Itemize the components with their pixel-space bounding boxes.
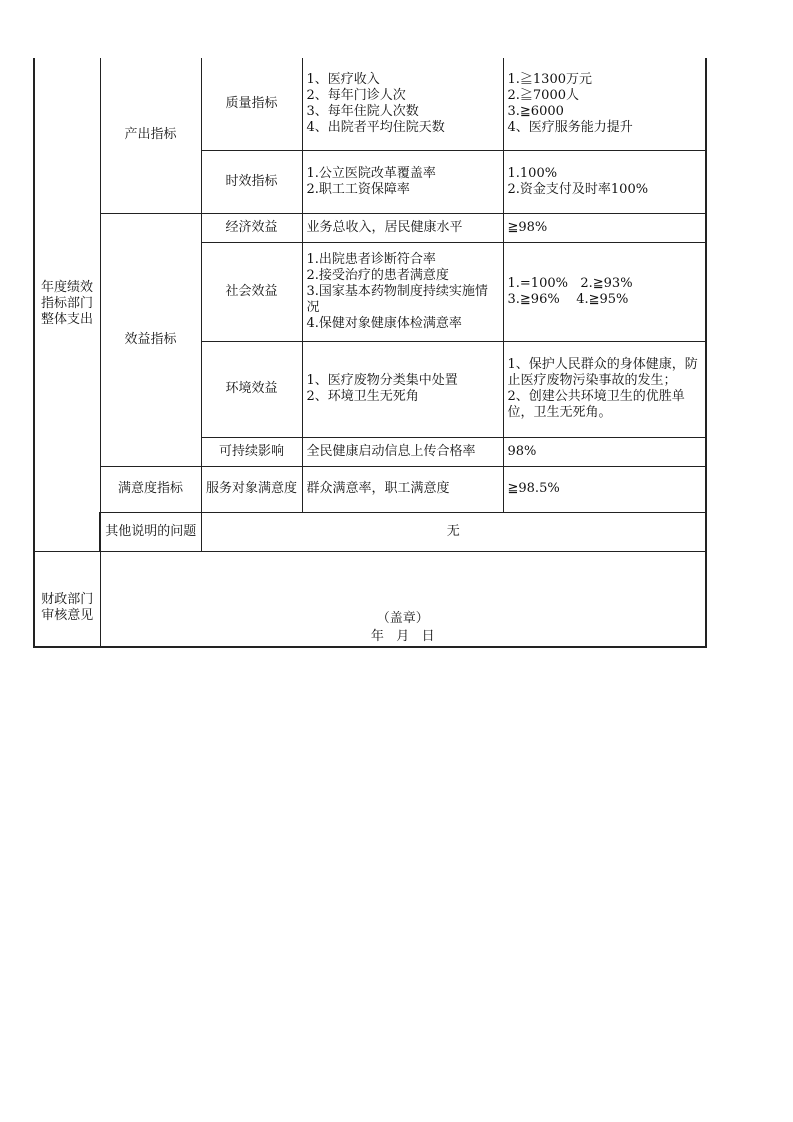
content-line: 4.保健对象健康体检满意率 [306,315,462,331]
content-line: 2.接受治疗的患者满意度 [306,267,449,283]
value-line: 3.≧6000 [507,103,564,119]
quality-row [34,58,706,150]
service-content [302,466,503,512]
value-line: 2.≧7000人 [507,87,579,103]
content-line: 1.公立医院改革覆盖率 [306,165,436,181]
value-line: 1.≧1300万元 [507,71,592,87]
seal-placeholder: （盖章） [376,610,429,626]
content-line: 1、医疗废物分类集中处置 [306,373,458,388]
timeliness-content [302,150,503,213]
economic-row [34,213,706,242]
timeliness-indicator-name: 时效指标 [201,150,302,213]
value-line: 1、保护人民群众的身体健康，防止医疗废物污染事故的发生； [507,357,698,388]
environment-value [503,341,706,437]
content-line: 群众满意率，职工满意度 [306,481,450,496]
output-indicator-cell: 产出指标 [100,58,201,213]
content-line: 3.国家基本药物制度持续实施情况 [306,283,488,315]
value-line: 3.≧96% 4.≧95% [507,291,629,307]
performance-table [33,58,707,648]
value-line: 1.100% [507,165,558,181]
economic-content [302,213,503,242]
benefit-indicator-cell: 效益指标 [100,213,201,466]
content-line: 4、出院者平均住院天数 [306,119,445,135]
environment-indicator-name: 环境效益 [201,341,302,437]
service-value [503,466,706,512]
finance-review-label: 财政部门审核意见 [34,551,100,647]
social-value [503,242,706,341]
economic-value [503,213,706,242]
content-line: 2.职工工资保障率 [306,181,410,197]
social-content [302,242,503,341]
category-cell: 年度绩效指标部门整体支出 [34,58,100,551]
content-line: 1.出院患者诊断符合率 [306,251,436,267]
content-line: 3、每年住院人次数 [306,103,419,119]
content-line: 业务总收入，居民健康水平 [306,219,463,235]
value-line: 1.=100% 2.≧93% [507,275,633,291]
other-notes-value: 无 [201,512,706,551]
sustainable-indicator-name: 可持续影响 [201,437,302,466]
value-line: 2、创建公共环境卫生的优胜单位，卫生无死角。 [507,389,685,420]
other-notes-row [34,512,706,551]
value-line: 2.资金支付及时率100% [507,181,649,197]
finance-review-row [34,551,706,647]
date-placeholder: 年 月 日 [370,628,435,644]
economic-indicator-name: 经济效益 [201,213,302,242]
content-line: 全民健康启动信息上传合格率 [306,443,476,459]
quality-indicator-name: 质量指标 [201,58,302,150]
sustainable-value [503,437,706,466]
sustainable-content [302,437,503,466]
satisfaction-indicator-cell: 满意度指标 [100,466,201,512]
environment-content [302,341,503,437]
service-indicator-name: 服务对象满意度 [201,466,302,512]
social-indicator-name: 社会效益 [201,242,302,341]
finance-review-area [100,551,706,647]
value-line: 98% [507,443,537,459]
value-line: ≧98% [507,219,548,235]
other-notes-label: 其他说明的问题 [100,512,201,551]
quality-content [302,58,503,150]
content-line: 2、每年门诊人次 [306,87,406,103]
timeliness-value [503,150,706,213]
quality-value [503,58,706,150]
content-line: 2、环境卫生无死角 [306,389,419,404]
value-line: 4、医疗服务能力提升 [507,119,633,135]
value-line: ≧98.5% [507,481,560,496]
satisfaction-row [34,466,706,512]
content-line: 1、医疗收入 [306,71,380,87]
